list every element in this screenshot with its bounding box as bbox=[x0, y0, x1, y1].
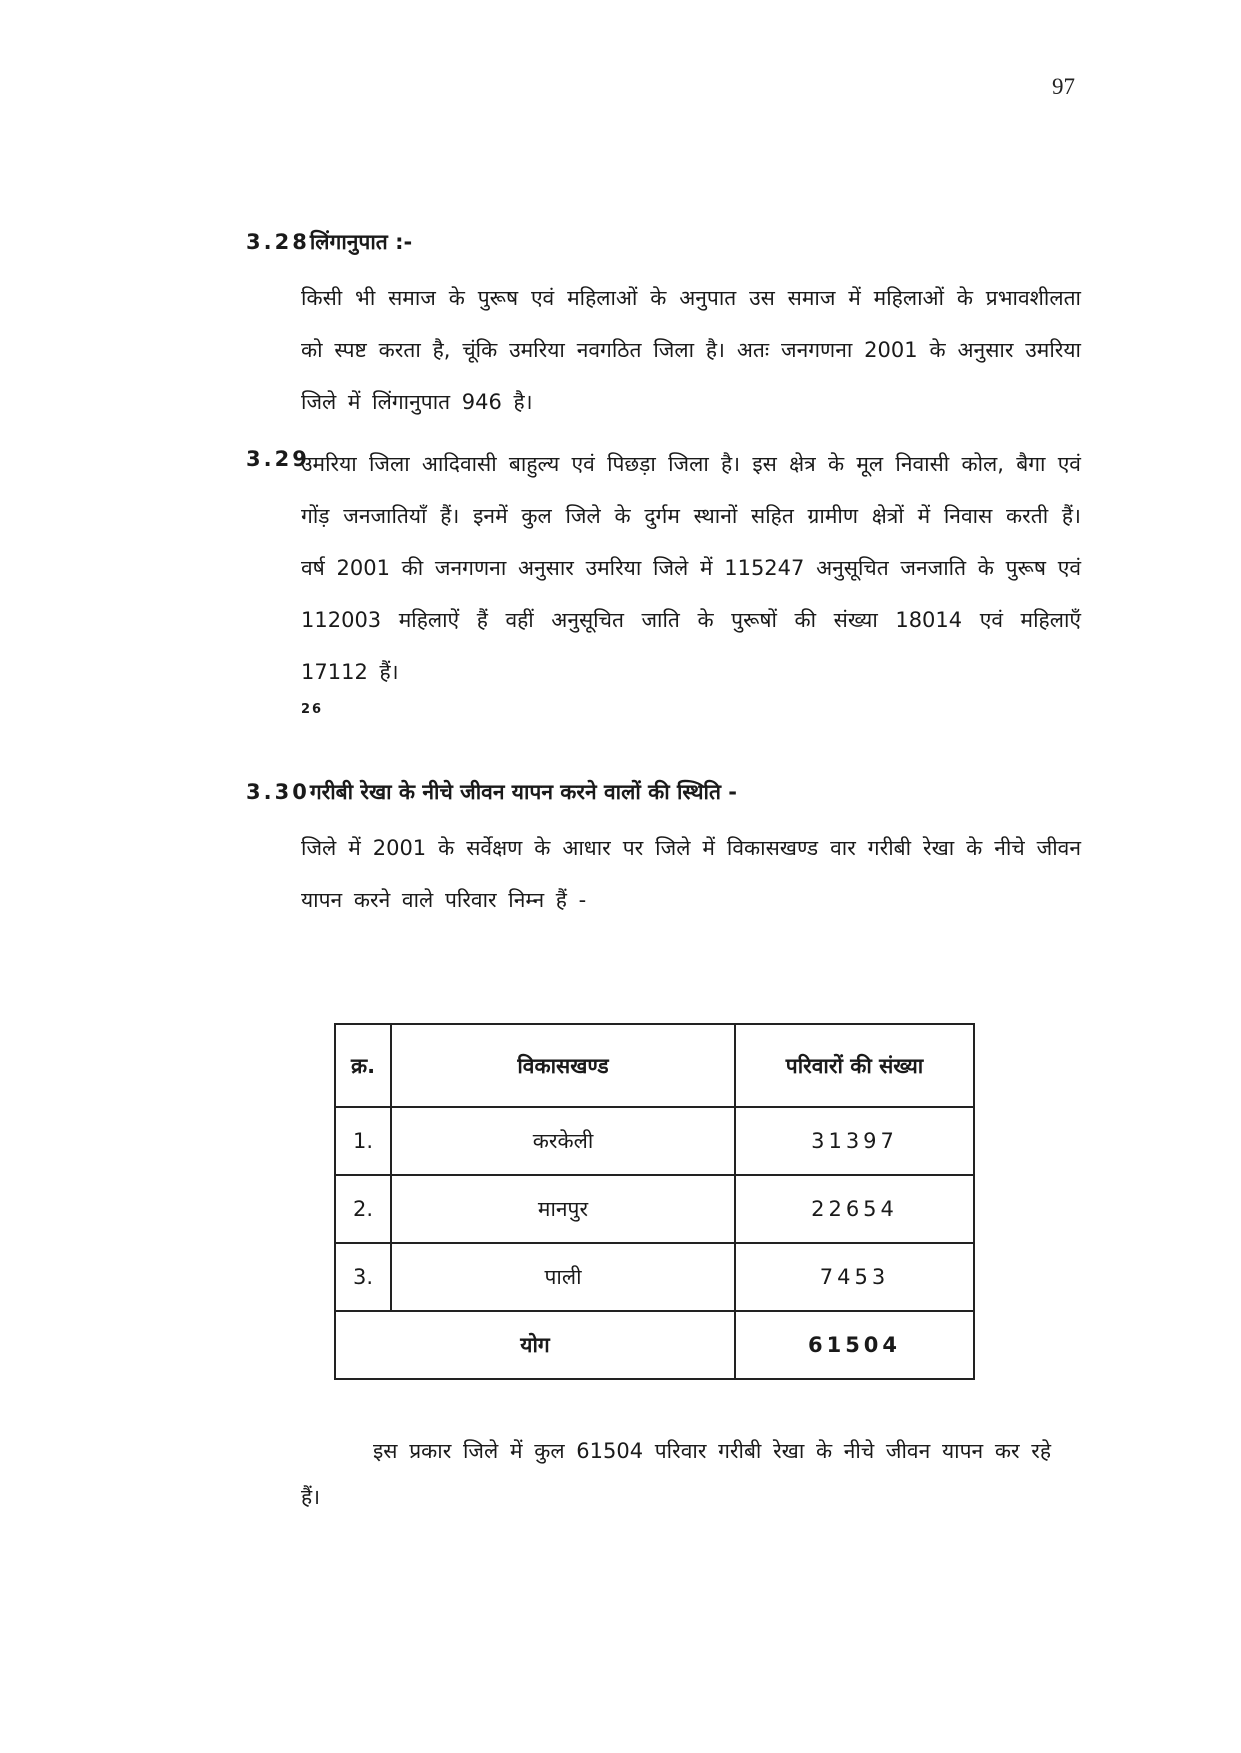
cell-families: 7453 bbox=[735, 1243, 974, 1311]
closing-text: इस प्रकार जिले में कुल 61504 परिवार गरीबी रेखा के नीचे जीवन यापन कर रहे हैं। bbox=[301, 1439, 1051, 1509]
total-label: योग bbox=[335, 1311, 735, 1379]
page-number: 97 bbox=[1052, 74, 1075, 99]
section-328-number: 3.28 bbox=[246, 230, 310, 254]
closing-paragraph bbox=[301, 1428, 1051, 1520]
cell-families: 22654 bbox=[735, 1175, 974, 1243]
cell-sno: 3. bbox=[335, 1243, 391, 1311]
table-total-row bbox=[335, 1311, 974, 1379]
section-330-title: गरीबी रेखा के नीचे जीवन यापन करने वालों की स्थिति - bbox=[309, 780, 737, 804]
section-329-number: 3.29 bbox=[246, 447, 310, 471]
header-sno: क्र. bbox=[335, 1024, 391, 1107]
footnote-marker: 26 bbox=[301, 702, 324, 717]
total-value: 61504 bbox=[735, 1311, 974, 1379]
cell-sno: 2. bbox=[335, 1175, 391, 1243]
section-330-heading bbox=[246, 778, 737, 806]
section-329-body: उमरिया जिला आदिवासी बाहुल्य एवं पिछड़ा जिला है। इस क्षेत्र के मूल निवासी कोल, बैगा एवं गोंड़ जनजातियाँ हैं। इनमें कुल जिले के दुर्गम स्थानों सहित ग्रामीण क्षेत्रों में निवास करती हैं। वर्ष 2001 की जनगणना अनुसार उमरिया जिले में 115247 अनुसूचित जनजाति के पुरूष एवं 112003 महिलाऐं हैं वहीं अनुसूचित जाति के पुरूषों की संख्या 18014 एवं महिलाएँ 17112 हैं। bbox=[301, 452, 1081, 684]
table-header-row bbox=[335, 1024, 974, 1107]
table-row bbox=[335, 1175, 974, 1243]
table-row bbox=[335, 1107, 974, 1175]
cell-block: करकेली bbox=[391, 1107, 735, 1175]
cell-block: पाली bbox=[391, 1243, 735, 1311]
cell-sno: 1. bbox=[335, 1107, 391, 1175]
section-328-heading bbox=[246, 228, 412, 256]
section-328-title: लिंगानुपात :- bbox=[309, 230, 413, 254]
section-330-body: जिले में 2001 के सर्वेक्षण के आधार पर जिले में विकासखण्ड वार गरीबी रेखा के नीचे जीवन यापन करने वाले परिवार निम्न हैं - bbox=[301, 836, 1081, 912]
bpl-families-table bbox=[334, 1023, 975, 1380]
section-330-number: 3.30 bbox=[246, 780, 310, 804]
header-families: परिवारों की संख्या bbox=[735, 1024, 974, 1107]
header-block: विकासखण्ड bbox=[391, 1024, 735, 1107]
cell-families: 31397 bbox=[735, 1107, 974, 1175]
cell-block: मानपुर bbox=[391, 1175, 735, 1243]
section-328-body: किसी भी समाज के पुरूष एवं महिलाओं के अनुपात उस समाज में महिलाओं के प्रभावशीलता को स्पष्ट करता है, चूंकि उमरिया नवगठित जिला है। अतः जनगणना 2001 के अनुसार उमरिया जिले में लिंगानुपात 946 है। bbox=[301, 286, 1081, 414]
table-row bbox=[335, 1243, 974, 1311]
